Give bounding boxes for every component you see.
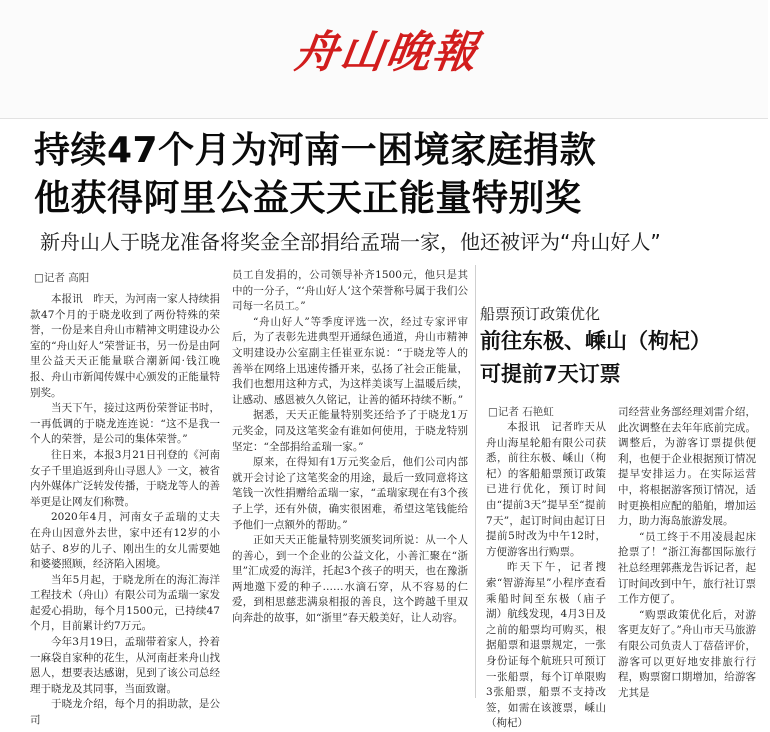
paragraph: “购票政策优化后，对游客更友好了。”舟山市天马旅游有限公司负责人丁蓓蓓评价，游客可以更好地安排旅行行程，购票窗口期增加，给游客尤其是 <box>618 608 756 699</box>
paragraph: 本报讯 记者昨天从舟山海星轮船有限公司获悉，前往东极、嵊山（枸杞）的客船船票预订政策已进行优化，预订时间由“提前3天”提早至“提前7天”，起订时间由起订日提前5时改为中午12时，方便游客出行购票。 <box>486 421 606 558</box>
side-story-byline: □记者 石艳虹 <box>488 406 554 418</box>
paragraph: 今年3月19日，孟瑞带着家人，拎着一麻袋自家种的花生，从河南赶来舟山找恩人，想要表达感谢，见到了该公司总经理于晓龙及其同事，当面致谢。 <box>30 636 220 695</box>
paragraph: 往日来，本报3月21日刊登的《河南女子千里追返到舟山寻恩人》一文，被省内外媒体广泛转发传播，于晓龙等人的善举更是让网友们称赞。 <box>30 448 220 508</box>
article-column-2 <box>232 268 468 692</box>
paragraph: 原来，在得知有1万元奖金后，他们公司内部就开会讨论了这笔奖金的用途，最后一致同意将这笔钱一次性捐赠给孟瑞一家，“孟瑞家现在有3个孩子上学，还有外债，确实很困难，希望这笔钱能给予他们一点额外的帮助。” <box>232 456 468 531</box>
paragraph: 本报讯 昨天，为河南一家人持续捐款47个月的于晓龙收到了两份特殊的荣誉，一份是来自舟山市精神文明建设办公室的“舟山好人”荣誉证书，另一份是由阿里公益天天正能量联合潮新闻·钱江晚报、舟山市新闻传媒中心颁发的正能量特别奖。 <box>30 293 220 399</box>
article-byline: □记者 高阳 <box>34 272 90 284</box>
article-column-1 <box>30 292 220 727</box>
paragraph: 司经营业务部经理刘雷介绍，此次调整在去年年底前完成。调整后，为游客订票提供便利，也便于企业根据预订情况提早安排运力。在实际运营中，将根据游客预订情况，适时更换相应配的船舶，增加运力，助力海岛旅游发展。 <box>618 406 756 528</box>
paragraph: 于晓龙介绍，每个月的捐助款，是公司 <box>30 698 220 727</box>
side-story-title-line-1: 前往东极、嵊山（枸杞） <box>480 329 711 353</box>
headline-line-2: 他获得阿里公益天天正能量特别奖 <box>34 178 582 219</box>
newspaper-logo: 舟山晚報 <box>290 27 482 78</box>
paragraph: “舟山好人”等季度评选一次，经过专家评审后，为了表彰先进典型开通绿色通道，舟山市精神文明建设办公室副主任崔亚东说：“于晓龙等人的善举在网络上迅速传播开来，弘扬了社会正能量，我们也想用这种方式，为这样美谈写上温暖后续，让感动、感恩被久久铭记，让善的循环持续不断。” <box>232 315 468 406</box>
side-story-kicker: 船票预订政策优化 <box>480 305 601 323</box>
column-divider <box>475 265 476 698</box>
paragraph: 2020年4月，河南女子孟瑞的丈夫在舟山因意外去世，家中还有12岁的小姑子、8岁的儿子、刚出生的女儿需要她和婆婆照顾，经济陷入困境。 <box>30 511 220 571</box>
article-subhead: 新舟山人于晓龙准备将奖金全部捐给孟瑞一家，他还被评为“舟山好人” <box>40 230 661 254</box>
paragraph: 当年5月起，于晓龙所在的海汇海洋工程技术（舟山）有限公司为孟瑞一家发起爱心捐助，每个月1500元，已持续47个月，目前累计约7万元。 <box>30 573 220 633</box>
side-story-column-1 <box>486 420 606 730</box>
side-story-title-line-2: 可提前7天订票 <box>480 362 621 386</box>
side-story-column-2 <box>618 405 756 699</box>
paragraph: 昨天下午，记者搜索“智游海星”小程序查看乘船时间至东极（庙子湖）航线发现，4月3日及之前的船票均可购买，根据船票和退票规定，一张身份证每个航班只可预订一张船票，每个订单限购3张船票，船票不支持改签，如需在该渡票，嵊山（枸杞） <box>486 561 606 730</box>
headline-line-1: 持续47个月为河南一困境家庭捐款 <box>34 130 597 171</box>
paragraph: 员工自发捐的，公司领导补齐1500元，他只是其中的一分子，“‘舟山好人’这个荣誉称号属于我们公司每一名员工。” <box>232 269 468 313</box>
masthead <box>0 0 768 119</box>
paragraph: 据悉，天天正能量特别奖还给予了于晓龙1万元奖金，同及这笔奖金有谁如何使用，于晓龙特别坚定：“全部捐给孟瑞一家。” <box>232 409 468 453</box>
paragraph: 当天下午，接过这两份荣誉证书时，一再低调的于晓龙连连说：“这不是我一个人的荣誉，是公司的集体荣誉。” <box>30 402 220 446</box>
paragraph: 正如天天正能量特别奖颁奖词所说：从一个人的善心，到一个企业的公益文化，小善汇聚在“浙里”汇成爱的海洋，托起3个孩子的明天，也在豫浙两地邀下爱的种子……水滴石穿，从不容易的仁爱，到相思慈悲满泉相报的善良，这个跨越千里双向奔赴的故事，如“浙里”春天般美好，让人动容。 <box>232 534 468 625</box>
paragraph: “员工终于不用凌晨起床抢票了！”浙江海都国际旅行社总经理郭燕龙告诉记者，起订时间改到中午，旅行社订票工作方便了。 <box>618 530 756 606</box>
